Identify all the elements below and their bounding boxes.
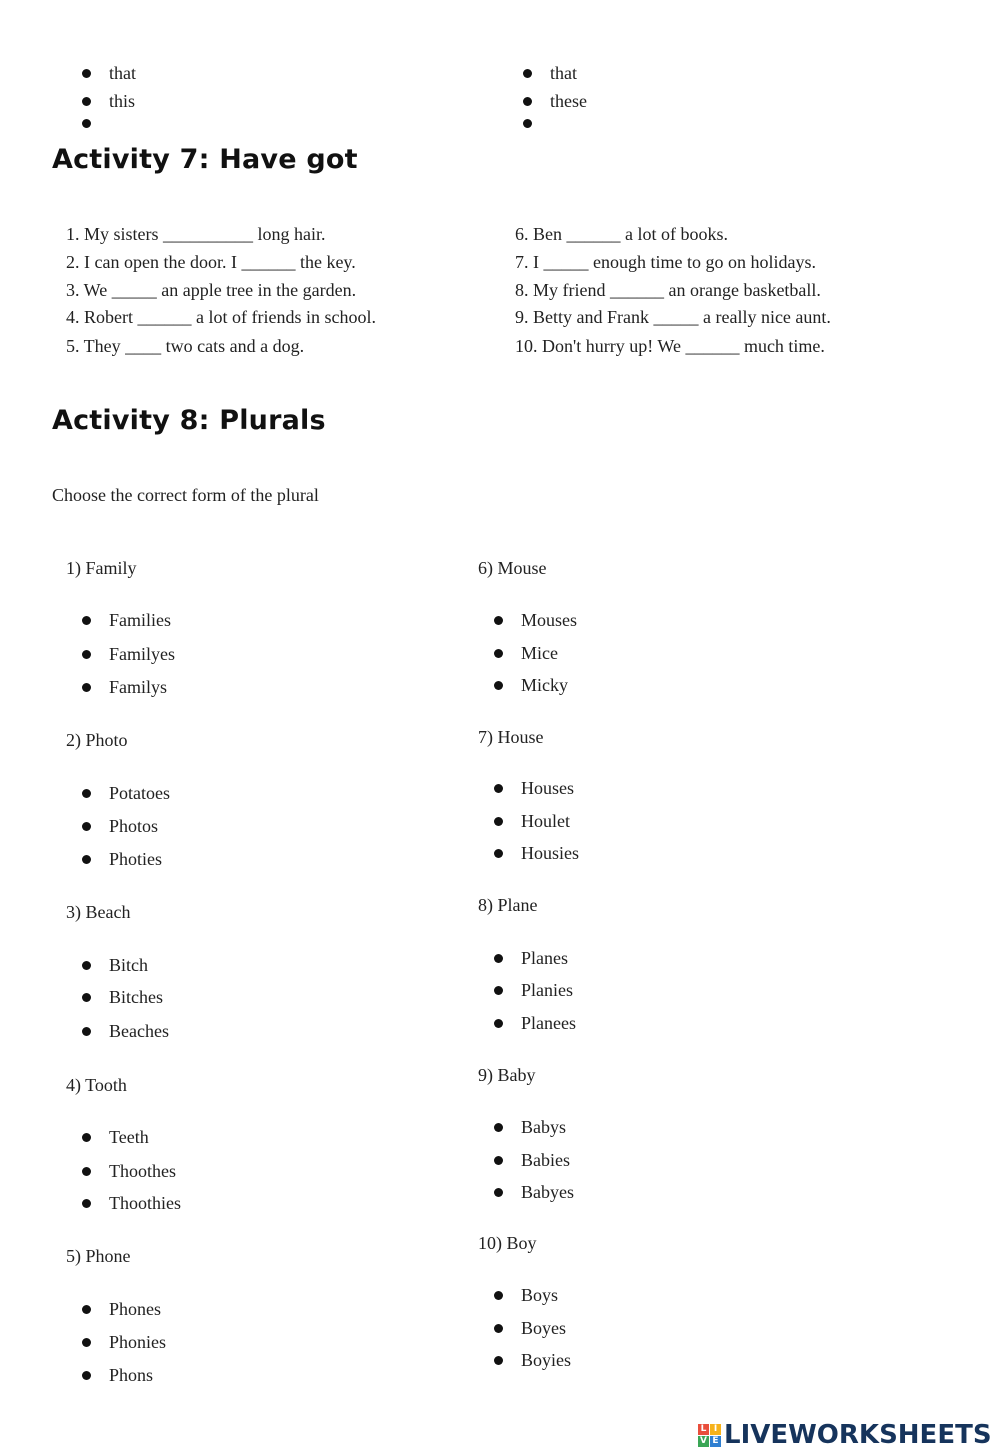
question-label: 10) Boy xyxy=(478,1233,537,1253)
option-text: Houlet xyxy=(521,811,570,831)
option[interactable] xyxy=(82,849,162,870)
option[interactable] xyxy=(494,1318,566,1339)
bullet-icon xyxy=(494,681,503,690)
list-item-cut xyxy=(82,119,109,128)
bullet-icon xyxy=(494,954,503,963)
question-label: 6) Mouse xyxy=(478,558,547,578)
sentence[interactable]: 3. We _____ an apple tree in the garden. xyxy=(66,280,357,300)
option-text: Planes xyxy=(521,948,568,968)
sentence[interactable]: 6. Ben ______ a lot of books. xyxy=(515,224,728,244)
bullet-icon xyxy=(82,97,91,106)
option[interactable] xyxy=(82,1161,176,1182)
sentence[interactable]: 10. Don't hurry up! We ______ much time. xyxy=(515,336,825,356)
bullet-icon xyxy=(82,1133,91,1142)
option[interactable] xyxy=(82,677,167,698)
option-text: this xyxy=(109,91,136,111)
question-label: 1) Family xyxy=(66,558,137,578)
option[interactable] xyxy=(82,610,171,631)
option-text: Babies xyxy=(521,1150,570,1170)
option-text: Planees xyxy=(521,1013,576,1033)
option[interactable] xyxy=(82,1193,181,1214)
option-text: Planies xyxy=(521,980,573,1000)
bullet-icon xyxy=(82,1027,91,1036)
bullet-icon xyxy=(494,1019,503,1028)
bullet-icon xyxy=(82,1167,91,1176)
bullet-icon xyxy=(82,119,91,128)
sentence[interactable]: 4. Robert ______ a lot of friends in school. xyxy=(66,307,376,327)
instruction: Choose the correct form of the plural xyxy=(52,485,319,505)
option[interactable] xyxy=(494,1013,576,1034)
option-text: Bitches xyxy=(109,987,163,1007)
option-text: Babyes xyxy=(521,1182,574,1202)
liveworksheets-logo[interactable] xyxy=(698,1420,992,1450)
sentence[interactable]: 7. I _____ enough time to go on holidays. xyxy=(515,252,816,272)
option-text: Potatoes xyxy=(109,783,170,803)
question-label: 7) House xyxy=(478,727,544,747)
option-text: Micky xyxy=(521,675,568,695)
question-label: 4) Tooth xyxy=(66,1075,127,1095)
bullet-icon xyxy=(82,789,91,798)
bullet-icon xyxy=(82,993,91,1002)
option-text: Phonies xyxy=(109,1332,167,1352)
sentence[interactable]: 9. Betty and Frank _____ a really nice aunt. xyxy=(515,307,831,327)
bullet-icon xyxy=(494,784,503,793)
logo-tile: V xyxy=(698,1436,709,1447)
bullet-icon xyxy=(494,817,503,826)
option[interactable] xyxy=(82,1127,149,1148)
bullet-icon xyxy=(82,69,91,78)
bullet-icon xyxy=(494,1291,503,1300)
previous-activity-fragment xyxy=(0,0,1000,132)
option-text: Houses xyxy=(521,778,574,798)
bullet-icon xyxy=(82,1338,91,1347)
option-text: Teeth xyxy=(109,1127,149,1147)
bullet-icon xyxy=(494,1123,503,1132)
option[interactable] xyxy=(82,1365,153,1386)
option-text: Mice xyxy=(521,643,558,663)
bullet-icon xyxy=(494,649,503,658)
option-text: that xyxy=(550,63,577,83)
bullet-icon xyxy=(494,849,503,858)
option[interactable] xyxy=(82,1299,161,1320)
bullet-icon xyxy=(523,69,532,78)
option-text: Photies xyxy=(109,849,163,869)
option-text: Boyes xyxy=(521,1318,566,1338)
option[interactable] xyxy=(494,948,568,969)
bullet-icon xyxy=(82,650,91,659)
option-text: Housies xyxy=(521,843,579,863)
logo-mark-icon xyxy=(698,1424,721,1447)
option[interactable] xyxy=(494,1182,574,1203)
option[interactable] xyxy=(82,644,175,665)
option[interactable] xyxy=(494,675,568,696)
option-text: Beaches xyxy=(109,1021,169,1041)
option-text: Phones xyxy=(109,1299,162,1319)
option[interactable] xyxy=(494,1150,570,1171)
sentence[interactable]: 2. I can open the door. I ______ the key. xyxy=(66,252,356,272)
option-text: that xyxy=(109,63,136,83)
option-text: Mouses xyxy=(521,610,578,630)
question-label: 9) Baby xyxy=(478,1065,536,1085)
sentence[interactable]: 8. My friend ______ an orange basketball. xyxy=(515,280,821,300)
option-text: Phons xyxy=(109,1365,154,1385)
option[interactable] xyxy=(494,643,558,664)
option[interactable] xyxy=(494,1350,571,1371)
list-item[interactable] xyxy=(82,91,135,112)
question-label: 2) Photo xyxy=(66,730,128,750)
bullet-icon xyxy=(82,855,91,864)
option[interactable] xyxy=(494,1117,566,1138)
option[interactable] xyxy=(82,816,158,837)
logo-tile: E xyxy=(710,1436,721,1447)
option[interactable] xyxy=(82,1021,169,1042)
question-label: 8) Plane xyxy=(478,895,538,915)
activity7-title: Activity 7: Have got xyxy=(52,144,358,175)
sentence[interactable]: 1. My sisters __________ long hair. xyxy=(66,224,326,244)
option[interactable] xyxy=(494,1285,558,1306)
bullet-icon xyxy=(494,986,503,995)
bullet-icon xyxy=(82,822,91,831)
bullet-icon xyxy=(82,683,91,692)
bullet-icon xyxy=(82,1371,91,1380)
bullet-icon xyxy=(82,616,91,625)
bullet-icon xyxy=(82,1305,91,1314)
bullet-icon xyxy=(494,1356,503,1365)
list-item[interactable] xyxy=(82,63,136,84)
option[interactable] xyxy=(82,783,170,804)
list-item-cut xyxy=(523,119,550,128)
option-text: Photos xyxy=(109,816,159,836)
sentence[interactable]: 5. They ____ two cats and a dog. xyxy=(66,336,305,356)
option-text: Thoothies xyxy=(109,1193,181,1213)
option[interactable] xyxy=(82,987,163,1008)
bullet-icon xyxy=(494,616,503,625)
logo-tile: I xyxy=(710,1424,721,1435)
option-text: Babys xyxy=(521,1117,566,1137)
option[interactable] xyxy=(82,955,148,976)
option-text: Boys xyxy=(521,1285,559,1305)
option[interactable] xyxy=(82,1332,166,1353)
logo-text: LIVEWORKSHEETS xyxy=(724,1420,992,1450)
option-text: these xyxy=(550,91,587,111)
logo-tile: L xyxy=(698,1424,709,1435)
question-label: 5) Phone xyxy=(66,1246,131,1266)
list-item[interactable] xyxy=(523,63,577,84)
option[interactable] xyxy=(494,811,570,832)
option-text: Thoothes xyxy=(109,1161,176,1181)
option[interactable] xyxy=(494,778,574,799)
option[interactable] xyxy=(494,980,573,1001)
option[interactable] xyxy=(494,843,579,864)
option-text: Families xyxy=(109,610,171,630)
question-label: 3) Beach xyxy=(66,902,131,922)
bullet-icon xyxy=(494,1188,503,1197)
bullet-icon xyxy=(494,1324,503,1333)
option-text: Bitch xyxy=(109,955,148,975)
list-item[interactable] xyxy=(523,91,587,112)
activity8-title: Activity 8: Plurals xyxy=(52,405,326,436)
option-text: Familys xyxy=(109,677,168,697)
option-text: Boyies xyxy=(521,1350,572,1370)
bullet-icon xyxy=(82,1199,91,1208)
bullet-icon xyxy=(523,97,532,106)
option[interactable] xyxy=(494,610,577,631)
option-text: Familyes xyxy=(109,644,175,664)
bullet-icon xyxy=(82,961,91,970)
bullet-icon xyxy=(523,119,532,128)
bullet-icon xyxy=(494,1156,503,1165)
